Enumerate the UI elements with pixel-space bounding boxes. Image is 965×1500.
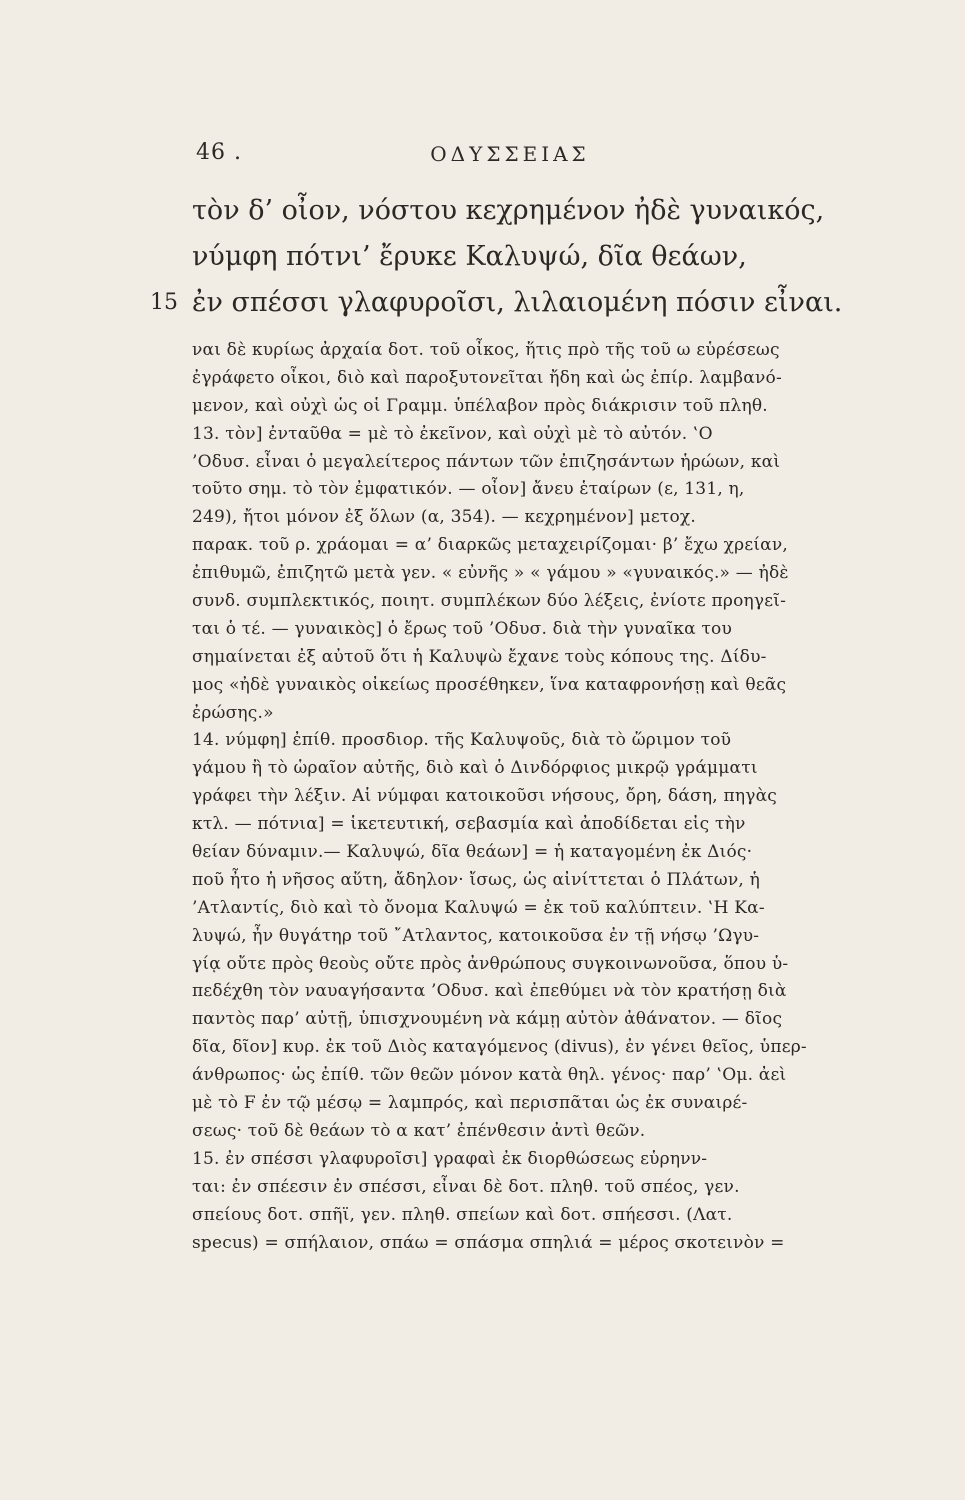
commentary-line: θείαν δύναμιν.— Καλυψώ, δῖα θεάων] = ἡ καταγομένη ἐκ Διός· [192,842,753,863]
verse-line [192,234,832,280]
commentary-line: specus) = σπήλαιον, σπάω = σπάσμα σπηλιά = μέρος σκοτεινὸν = [192,1232,785,1253]
verse-line-number: 15 [150,290,178,315]
commentary-line: ἐπιθυμῶ, ἐπιζητῶ μετὰ γεν. « εὐνῆς » « γάμου » «γυναικός.» — ἠδὲ [192,563,789,584]
verse-block [150,188,843,326]
commentary-line: 249), ἤτοι μόνον ἐξ ὅλων (α, 354). — κεχρημένον] μετοχ. [192,507,696,528]
commentary-line: ’Ατλαντίς, διὸ καὶ τὸ ὄνομα Καλυψώ = ἐκ τοῦ καλύπτειν. ‛Η Κα- [192,897,765,918]
commentary-line: 13. τὸν] ἐνταῦθα = μὲ τὸ ἐκεῖνον, καὶ οὐχὶ μὲ τὸ αὐτόν. ‛Ο [192,423,713,444]
commentary-line: κτλ. — πότνια] = ἱκετευτική, σεβασμία καὶ ἀποδίδεται εἰς τὴν [192,814,746,835]
page-number: 46 . [196,140,242,165]
commentary-line: σημαίνεται ἐξ αὐτοῦ ὅτι ἡ Καλυψὼ ἔχανε τοὺς κόπους της. Δίδυ- [192,646,767,667]
commentary-line: γάμου ἢ τὸ ὡραῖον αὐτῆς, διὸ καὶ ὁ Δινδόρφιος μικρῷ γράμματι [192,758,758,779]
commentary-line: πεδέχθη τὸν ναυαγήσαντα ’Οδυσ. καὶ ἐπεθύμει νὰ τὸν κρατήσῃ διὰ [192,981,787,1002]
commentary-line: γίᾳ οὔτε πρὸς θεοὺς οὔτε πρὸς ἀνθρώπους συγκοινωνοῦσα, ὅπου ὑ- [192,953,789,974]
commentary-line: μος «ἠδὲ γυναικὸς οἰκείως προσέθηκεν, ἵνα καταφρονήσῃ καὶ θεᾶς [192,674,787,695]
commentary-line: ’Οδυσ. εἶναι ὁ μεγαλείτερος πάντων τῶν ἐπιζησάντων ἡρώων, καὶ [192,451,781,472]
commentary-line: ἐγράφετο οἶκοι, διὸ καὶ παροξυτονεῖται ἤδη καὶ ὡς ἐπίρ. λαμβανό- [192,367,782,388]
commentary-line: μενον, καὶ οὐχὶ ὡς οἱ Γραμμ. ὑπέλαβον πρὸς διάκρισιν τοῦ πληθ. [192,395,768,416]
commentary-line: ἐρώσης.» [192,702,274,723]
verse-line [192,188,832,234]
running-title: ΟΔΥΣΣΕΙΑΣ [430,142,590,166]
commentary-line: γράφει τὴν λέξιν. Αἱ νύμφαι κατοικοῦσι νήσους, ὄρη, δάση, πηγὰς [192,786,777,807]
commentary-line: λυψώ, ἦν θυγάτηρ τοῦ ῎Ατλαντος, κατοικοῦσα ἐν τῇ νήσῳ ’Ωγυ- [192,925,760,946]
commentary-line: σεως· τοῦ δὲ θεάων τὸ α κατ’ ἐπένθεσιν ἀντὶ θεῶν. [192,1120,646,1141]
commentary-line: άνθρωπος· ὡς ἐπίθ. τῶν θεῶν μόνον κατὰ θηλ. γένος· παρ’ ‛Ομ. ἀεὶ [192,1065,787,1086]
commentary-line: 14. νύμφη] ἐπίθ. προσδιορ. τῆς Καλυψοῦς, διὰ τὸ ὥριμον τοῦ [192,730,732,751]
verse-text: ἐν σπέσσι γλαφυροῖσι, λιλαιομένη πόσιν εἶναι. [192,287,843,318]
commentary-line: μὲ τὸ F ἐν τῷ μέσῳ = λαμπρός, καὶ περισπᾶται ὡς ἐκ συναιρέ- [192,1093,748,1114]
verse-text: νύμφη πότνι’ ἔρυκε Καλυψώ, δῖα θεάων, [192,241,747,272]
commentary-line: σπείους δοτ. σπῆϊ, γεν. πληθ. σπείων καὶ δοτ. σπήεσσι. (Λατ. [192,1204,733,1225]
verse-line [150,280,843,326]
commentary-line: παρακ. τοῦ ρ. χράομαι = α’ διαρκῶς μεταχειρίζομαι· β’ ἔχω χρείαν, [192,535,789,556]
commentary-line: δῖα, δῖον] κυρ. ἐκ τοῦ Διὸς καταγόμενος (divus), ἐν γένει θεῖος, ὑπερ- [192,1037,807,1058]
commentary-line: ται ὁ τέ. — γυναικὸς] ὁ ἔρως τοῦ ’Οδυσ. διὰ τὴν γυναῖκα του [192,618,733,639]
commentary-line: ποῦ ἦτο ἡ νῆσος αὕτη, ἄδηλον· ἴσως, ὡς αἰνίττεται ὁ Πλάτων, ἡ [192,869,760,890]
verse-text: τὸν δ’ οἶον, νόστου κεχρημένον ἠδὲ γυναικός, [192,195,825,226]
page-header [190,140,830,180]
commentary-line: παντὸς παρ’ αὐτῇ, ὑπισχνουμένη νὰ κάμῃ αὐτὸν ἀθάνατον. — δῖος [192,1009,783,1030]
commentary-block [192,337,837,1257]
commentary-line: τοῦτο σημ. τὸ τὸν ἐμφατικόν. — οἶον] ἄνευ ἑταίρων (ε, 131, η, [192,479,745,500]
commentary-line: ται: ἐν σπέεσιν ἐν σπέσσι, εἶναι δὲ δοτ. πληθ. τοῦ σπέος, γεν. [192,1176,740,1197]
commentary-line: 15. ἐν σπέσσι γλαφυροῖσι] γραφαὶ ἐκ διορθώσεως εὑρηνν- [192,1148,708,1169]
commentary-line: ναι δὲ κυρίως ἀρχαία δοτ. τοῦ οἶκος, ἥτις πρὸ τῆς τοῦ ω εὑρέσεως [192,340,780,360]
commentary-line: συνδ. συμπλεκτικός, ποιητ. συμπλέκων δύο λέξεις, ἐνίοτε προηγεῖ- [192,591,787,612]
